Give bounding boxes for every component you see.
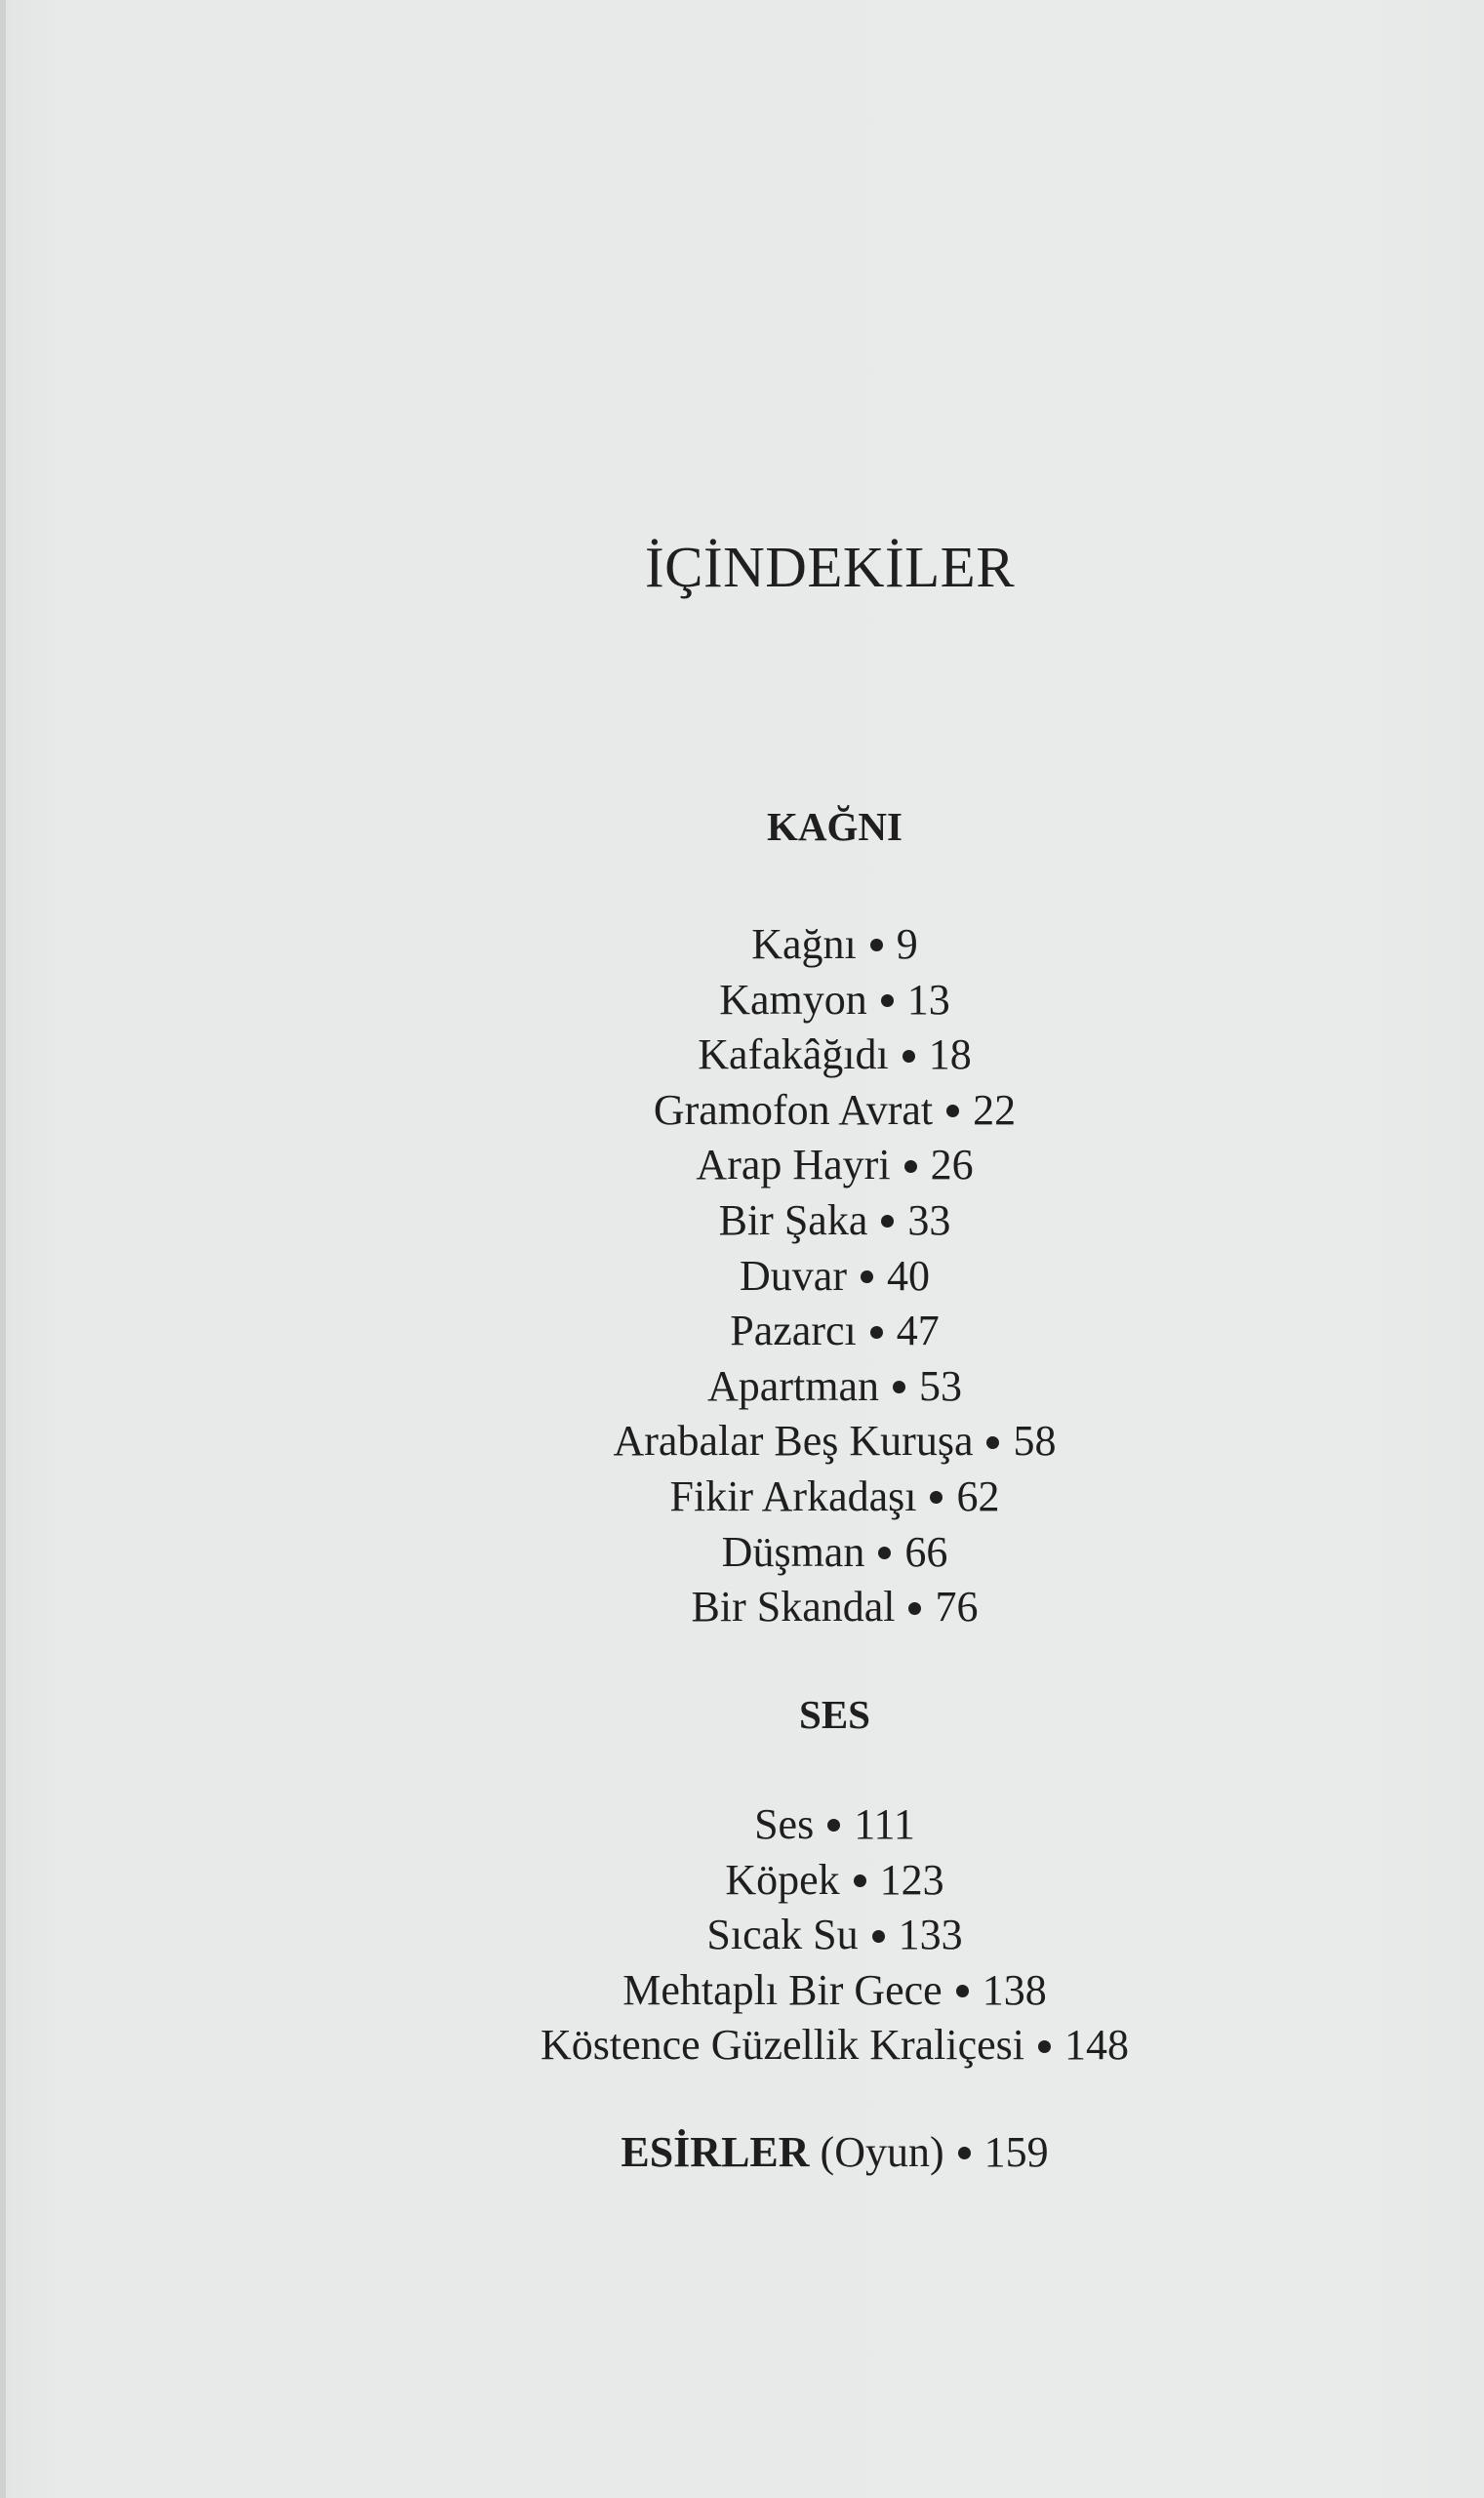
entry-page-number: 53 <box>918 1361 962 1410</box>
entry-page-number: 133 <box>898 1911 963 1959</box>
bullet-icon <box>902 1050 915 1063</box>
entry-title: Sıcak Su <box>706 1911 859 1959</box>
bullet-icon <box>870 939 883 951</box>
bullet-icon <box>870 1326 883 1339</box>
entry-title: Fikir Arkadaşı <box>669 1471 917 1520</box>
section-heading-kagni: KAĞNI <box>767 804 902 849</box>
entry-title: Apartman <box>707 1361 879 1410</box>
entry-page-number: 13 <box>906 975 950 1024</box>
bullet-icon <box>946 1105 959 1117</box>
toc-entry <box>185 1304 1484 1359</box>
entry-page-number: 111 <box>854 1800 915 1848</box>
entry-title: Köstence Güzellik Kraliçesi <box>540 2021 1025 2070</box>
toc-entry <box>185 1963 1484 2019</box>
toc-entry <box>185 1083 1484 1139</box>
entry-title: Pazarcı <box>730 1307 857 1355</box>
entry-page-number: 47 <box>896 1307 940 1355</box>
entry-page-number: 22 <box>973 1085 1017 1134</box>
bullet-icon <box>908 1602 921 1615</box>
bullet-icon <box>872 1930 885 1943</box>
entry-title: Gramofon Avrat <box>653 1085 934 1134</box>
toc-entry <box>185 1193 1484 1249</box>
toc-entry <box>185 1525 1484 1581</box>
bullet-icon <box>986 1436 999 1449</box>
toc-entry <box>185 1359 1484 1415</box>
entry-page-number: 26 <box>930 1141 974 1189</box>
toc-entry <box>185 1249 1484 1305</box>
toc-entry <box>185 2018 1484 2074</box>
toc-entry <box>185 1138 1484 1193</box>
bullet-icon <box>827 1819 840 1832</box>
entry-title: Kağnı <box>751 920 857 968</box>
entry-title: Ses <box>754 1800 815 1848</box>
bullet-icon <box>893 1381 905 1393</box>
bullet-icon <box>1038 2040 1051 2053</box>
entry-title: Bir Şaka <box>718 1195 868 1244</box>
entry-title: Köpek <box>725 1855 840 1904</box>
toc-entry <box>185 973 1484 1028</box>
bullet-icon <box>958 2147 971 2159</box>
bullet-icon <box>956 1985 969 1997</box>
bullet-icon <box>854 1874 866 1887</box>
toc-entry-esirler <box>0 2125 1484 2180</box>
entry-title: Mehtaplı Bir Gece <box>622 1965 943 2014</box>
toc-entry <box>185 1797 1484 1853</box>
toc-entry <box>185 1580 1484 1635</box>
toc-entry <box>185 1853 1484 1909</box>
entry-subtitle: (Oyun) <box>820 2128 944 2176</box>
toc-list-ses <box>0 1797 1484 2074</box>
entry-title: Duvar <box>740 1251 847 1300</box>
toc-entry <box>185 1414 1484 1470</box>
toc-entry <box>185 1470 1484 1525</box>
entry-title: Düşman <box>721 1527 865 1576</box>
entry-title: Arabalar Beş Kuruşa <box>613 1417 974 1466</box>
bullet-icon <box>881 994 894 1007</box>
entry-page-number: 66 <box>904 1527 948 1576</box>
entry-page-number: 58 <box>1013 1417 1057 1466</box>
entry-page-number: 62 <box>956 1471 1000 1520</box>
entry-page-number: 40 <box>886 1251 930 1300</box>
entry-page-number: 76 <box>935 1583 979 1632</box>
entry-title: Bir Skandal <box>691 1583 896 1632</box>
toc-entry <box>185 1027 1484 1083</box>
toc-entry <box>185 917 1484 973</box>
entry-page-number: 18 <box>928 1030 972 1079</box>
entry-title: Kamyon <box>719 975 867 1024</box>
entry-title: Kafakâğıdı <box>698 1030 889 1079</box>
entry-page-number: 159 <box>983 2128 1049 2176</box>
bullet-icon <box>881 1215 894 1228</box>
bullet-icon <box>930 1491 943 1504</box>
entry-page-number: 9 <box>896 920 918 968</box>
entry-page-number: 138 <box>982 1965 1047 2014</box>
toc-entry <box>185 1908 1484 1963</box>
entry-page-number: 123 <box>879 1855 944 1904</box>
entry-heading: ESİRLER <box>621 2128 810 2176</box>
bullet-icon <box>904 1160 917 1173</box>
bullet-icon <box>861 1270 873 1283</box>
entry-page-number: 148 <box>1064 2021 1130 2070</box>
entry-title: Arap Hayri <box>696 1141 891 1189</box>
bullet-icon <box>878 1547 891 1559</box>
toc-list-kagni <box>0 917 1484 1635</box>
page-title: İÇİNDEKİLER <box>644 535 1016 599</box>
entry-page-number: 33 <box>907 1195 951 1244</box>
section-heading-ses: SES <box>799 1692 870 1737</box>
